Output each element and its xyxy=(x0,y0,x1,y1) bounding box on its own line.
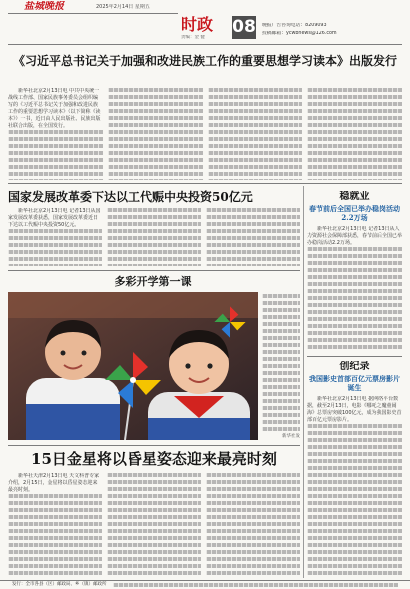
venus-column-2 xyxy=(107,473,201,578)
issue-date: 2025年2月14日 星期五 xyxy=(96,4,150,10)
lead-headline: 《习近平总书记关于加强和改进民族工作的重要思想学习读本》出版发行 xyxy=(12,54,397,68)
section-title: 时政 xyxy=(181,16,214,34)
venus-column-3 xyxy=(206,473,300,578)
lead-article-column-4 xyxy=(307,88,402,180)
right-column-divider xyxy=(307,356,402,357)
footer-distribution: 发行：全市各县（区）邮政局、乡（镇）邮政所 xyxy=(12,582,107,587)
article-text-lines xyxy=(206,473,300,578)
masthead-rule xyxy=(8,13,178,14)
header-divider xyxy=(8,44,402,45)
article-text-lines xyxy=(307,247,402,352)
employment-kicker: 稳就业 xyxy=(339,191,370,202)
article-text-lines xyxy=(8,229,102,266)
venus-column-1 xyxy=(8,473,102,578)
news-photo-illustration xyxy=(8,292,258,440)
lead-article-column-1 xyxy=(8,88,103,180)
section-divider xyxy=(8,183,402,184)
article-text-lines xyxy=(108,88,203,180)
employment-paragraph: 新华社北京2月13日电 记者13日从人力资源社会保障部获悉，春节前后全国已举办稳岗活动2.2万场。 xyxy=(307,226,402,246)
lead-article-body xyxy=(8,88,402,180)
submission-email: 投稿邮箱：ycwbnews@126.com xyxy=(262,31,337,36)
article-text-lines xyxy=(107,208,201,266)
ad-hotline: 晚报广告咨询电话：8209093 xyxy=(262,23,327,28)
photo-divider xyxy=(8,270,300,271)
imprint-footer xyxy=(0,581,410,589)
work-relief-body xyxy=(8,208,300,266)
venus-paragraph: 新华社天津2月13日电 天文科普专家介绍，2月15日，金星将以昏星姿态迎来最亮时刻。 xyxy=(8,473,100,493)
column-divider xyxy=(303,186,304,578)
photo-credit: 新华社发 xyxy=(282,433,300,439)
editor-credit: 责编：金 健 xyxy=(181,35,205,40)
lead-article-paragraph: 新华社北京2月13日电 中共中央统一战线工作部、国家民族事务委员会组织编写的《习近平总书记关于加强和改进民族工作的重要思想学习读本》（以下简称《读本》）一书，近日由人民出版社、民族出版社联合出版，在全国发行。 xyxy=(8,88,101,129)
article-text-lines xyxy=(206,208,300,266)
article-text-lines xyxy=(8,494,102,578)
article-text-lines xyxy=(8,130,103,180)
work-relief-headline: 国家发展改革委下达以工代赈中央投资50亿元 xyxy=(8,190,253,204)
article-text-lines xyxy=(307,88,402,180)
news-photo xyxy=(8,292,258,440)
work-relief-column-2 xyxy=(107,208,201,266)
article-text-lines xyxy=(107,473,201,578)
venus-headline: 15日金星将以昏星姿态迎来最亮时刻 xyxy=(31,450,277,468)
venus-body xyxy=(8,473,300,578)
newspaper-logo: 盐城晚报 xyxy=(24,1,64,12)
work-relief-column-1 xyxy=(8,208,102,266)
box-office-paragraph: 新华社北京2月13日电 据网络平台数据，截至2月13日，电影《哪吒之魔童闹海》总票房突破100亿元，成为我国影史首部百亿元票房影片。 xyxy=(307,396,402,423)
box-office-kicker: 创纪录 xyxy=(339,361,370,372)
article-text-lines xyxy=(307,424,402,578)
work-relief-column-3 xyxy=(206,208,300,266)
article-text-lines xyxy=(208,88,303,180)
employment-body xyxy=(307,226,402,352)
venus-divider xyxy=(8,445,300,446)
employment-headline: 春节前后全国已举办稳岗活动2.2万场 xyxy=(309,205,400,222)
footer-text-lines xyxy=(113,583,399,587)
page-number: 08 xyxy=(232,17,256,37)
lead-article-column-2 xyxy=(108,88,203,180)
work-relief-paragraph: 新华社北京2月13日电 记者13日从国家发展改革委获悉，国家发展改革委近日下达以工代赈中央投资50亿元。 xyxy=(8,208,101,228)
photo-caption xyxy=(262,294,300,440)
lead-article-column-3 xyxy=(208,88,303,180)
caption-text-lines xyxy=(262,294,300,434)
box-office-body xyxy=(307,396,402,578)
box-office-headline: 我国影史首部百亿元票房影片诞生 xyxy=(309,375,400,392)
photo-title: 多彩开学第一课 xyxy=(114,275,192,288)
